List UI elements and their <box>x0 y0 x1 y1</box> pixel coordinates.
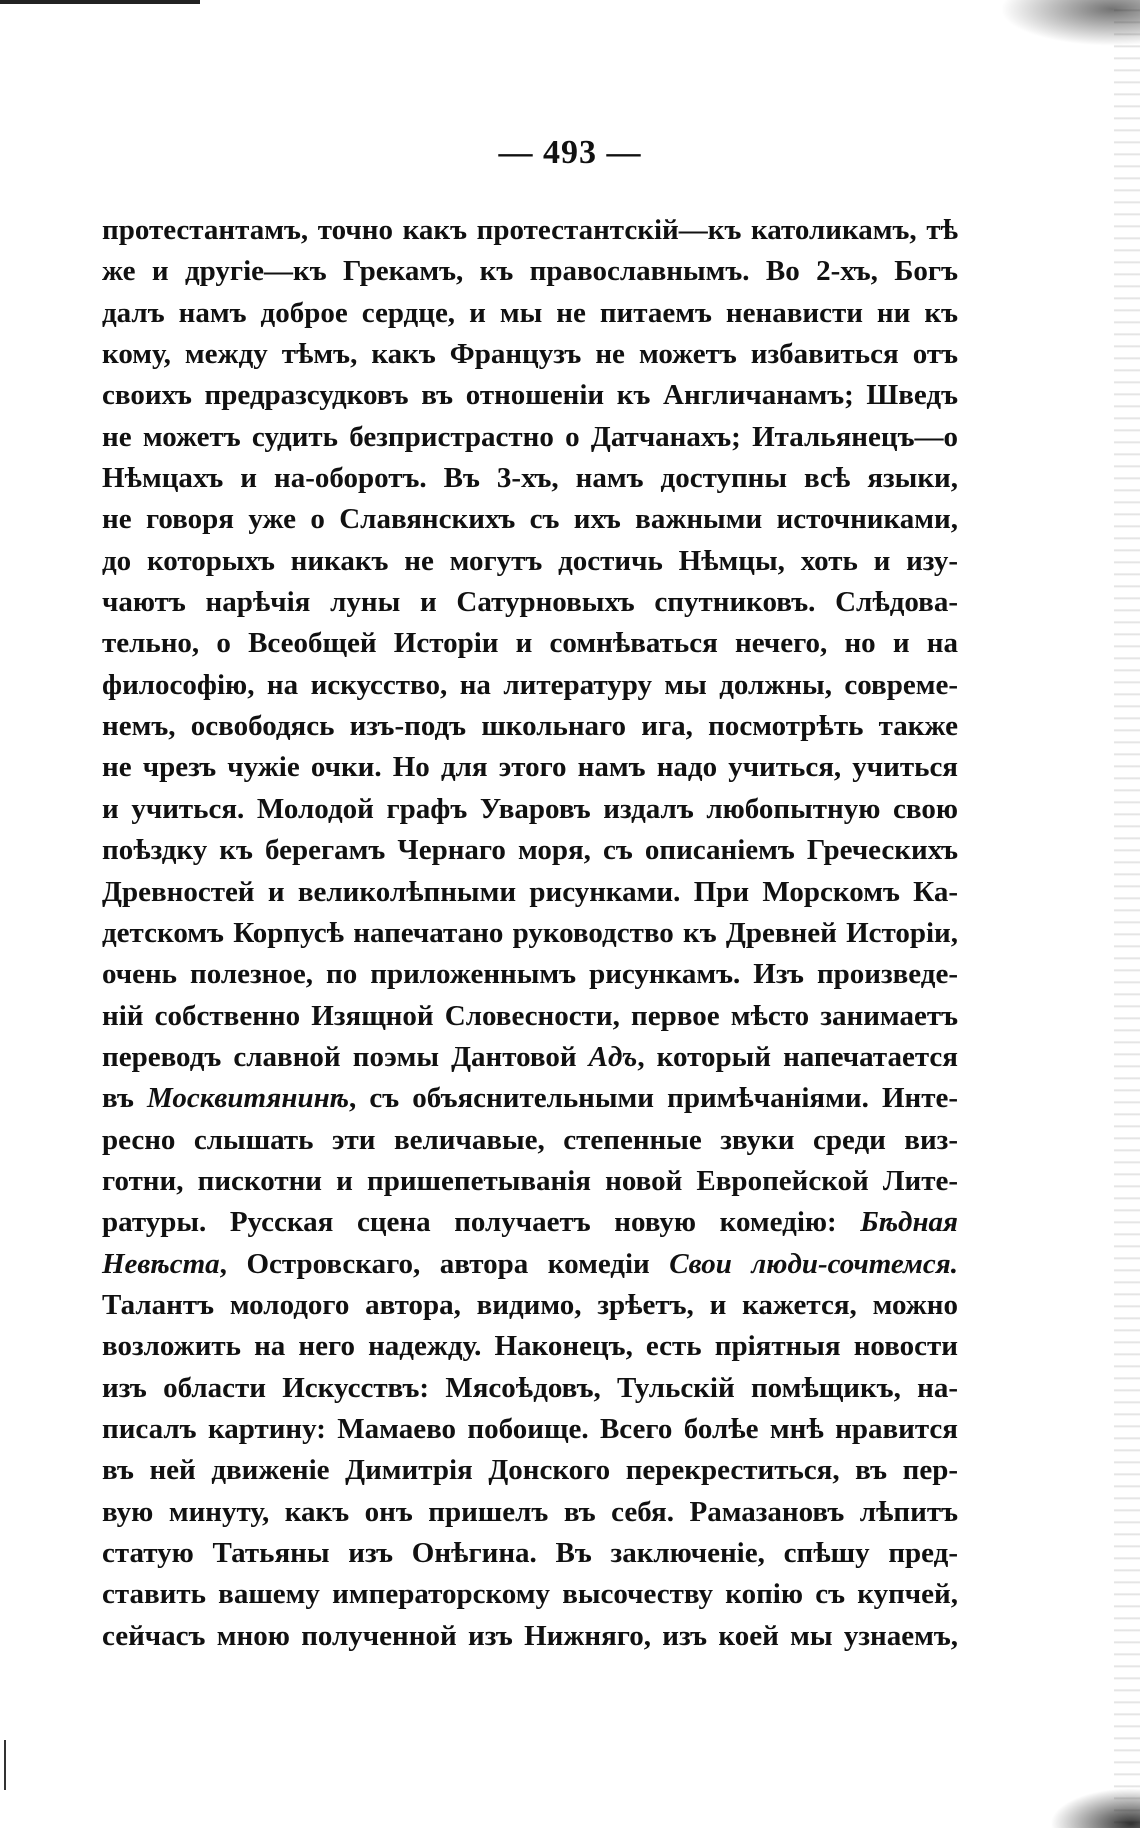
text-line: Нѣмцахъ и на-оборотъ. Въ 3-хъ, намъ доступны всѣ языки, <box>102 462 958 495</box>
scan-edge-right <box>1114 0 1140 1828</box>
title-italic-ad: Адъ <box>588 1040 638 1073</box>
text-line: тельно, о Всеобщей Исторіи и сомнѣваться нечего, но и на <box>102 627 958 660</box>
text-span: , который напечатается <box>637 1040 958 1073</box>
text-line: вую минуту, какъ онъ пришелъ въ себя. Рамазановъ лѣпитъ <box>102 1495 958 1528</box>
page-number: — 493 — <box>498 134 642 171</box>
text-line: ресно слышать эти величавые, степенные звуки среди виз- <box>102 1123 958 1156</box>
title-italic-bednaya: Бѣдная <box>860 1206 958 1239</box>
text-line <box>102 1244 958 1285</box>
text-line <box>102 1202 958 1243</box>
text-line: до которыхъ никакъ не могутъ достичь Нѣмцы, хоть и изу- <box>102 544 958 577</box>
text-line: не чрезъ чужіе очки. Но для этого намъ надо учиться, учиться <box>102 751 958 784</box>
text-line: въ ней движеніе Димитрія Донского перекреститься, въ пер- <box>102 1454 958 1487</box>
text-line: статую Татьяны изъ Онѣгина. Въ заключеніе, спѣшу пред- <box>102 1537 958 1569</box>
title-italic-svoi-lyudi: Свои люди-сочтемся. <box>669 1247 958 1280</box>
text-line: Древностей и великолѣпными рисунками. При Морскомъ Ка- <box>102 875 958 908</box>
text-line: и учиться. Молодой графъ Уваровъ издалъ любопытную свою <box>102 792 958 825</box>
text-line: не говоря уже о Славянскихъ съ ихъ важными источниками, <box>102 503 958 536</box>
text-line: Талантъ молодого автора, видимо, зрѣетъ, и кажется, можно <box>102 1288 958 1321</box>
text-span: въ <box>102 1082 147 1115</box>
scan-mark-left <box>4 1740 6 1790</box>
text-span: переводъ славной поэмы Дантовой <box>102 1040 589 1073</box>
text-line <box>102 1037 958 1078</box>
text-line: же и другіе—къ Грекамъ, къ православнымъ. Во 2-хъ, Богъ <box>102 255 958 288</box>
scan-artifact-bottom-right <box>1050 1788 1140 1828</box>
text-line: философію, на искусство, на литературу мы должны, совреме- <box>102 668 958 701</box>
text-line: готни, пискотни и пришепетыванія новой Европейской Лите- <box>102 1164 958 1197</box>
text-line: сейчасъ мною полученной изъ Нижняго, изъ коей мы узнаемъ, <box>102 1619 958 1652</box>
text-line: протестантамъ, точно какъ протестантскій—къ католикамъ, тѣ <box>102 214 958 246</box>
title-italic-moskvityanin: Москвитянинѣ <box>146 1082 350 1115</box>
text-line: ставить вашему императорскому высочеству копію съ купчей, <box>102 1578 958 1611</box>
text-line: писалъ картину: Мамаево побоище. Всего болѣе мнѣ нравится <box>102 1412 958 1445</box>
text-line: далъ намъ доброе сердце, и мы не питаемъ ненависти ни къ <box>102 296 958 329</box>
text-line: поѣздку къ берегамъ Чернаго моря, съ описаніемъ Греческихъ <box>102 834 958 867</box>
text-span: ратуры. Русская сцена получаетъ новую комедію: <box>102 1206 861 1239</box>
text-line: немъ, освободясь изъ-подъ школьнаго ига, посмотрѣть также <box>102 710 958 743</box>
text-line: кому, между тѣмъ, какъ Французъ не можетъ избавиться отъ <box>102 338 958 371</box>
title-italic-nevesta: Невѣста <box>102 1247 220 1280</box>
text-line: своихъ предразсудковъ въ отношеніи къ Англичанамъ; Шведъ <box>102 379 958 412</box>
text-line: чаютъ нарѣчія луны и Сатурновыхъ спутниковъ. Слѣдова- <box>102 586 958 619</box>
text-line: детскомъ Корпусѣ напечатано руководство къ Древней Исторіи, <box>102 916 958 949</box>
text-line: изъ области Искусствъ: Мясоѣдовъ, Тульскій помѣщикъ, на- <box>102 1371 958 1404</box>
text-line: очень полезное, по приложеннымъ рисункамъ. Изъ произведе- <box>102 958 958 991</box>
text-line: возложить на него надежду. Наконецъ, есть пріятныя новости <box>102 1330 958 1363</box>
text-line: ній собственно Изящной Словесности, первое мѣсто занимаетъ <box>102 999 958 1032</box>
text-span: , съ объяснительными примѣчаніями. Инте- <box>349 1082 958 1115</box>
text-line: не можетъ судить безпристрастно о Датчанахъ; Итальянецъ—о <box>102 420 958 453</box>
scan-edge-top <box>0 0 200 4</box>
body-text <box>102 210 958 1657</box>
text-line <box>102 1078 958 1119</box>
text-span: , Островскаго, автора комедіи <box>219 1247 670 1280</box>
